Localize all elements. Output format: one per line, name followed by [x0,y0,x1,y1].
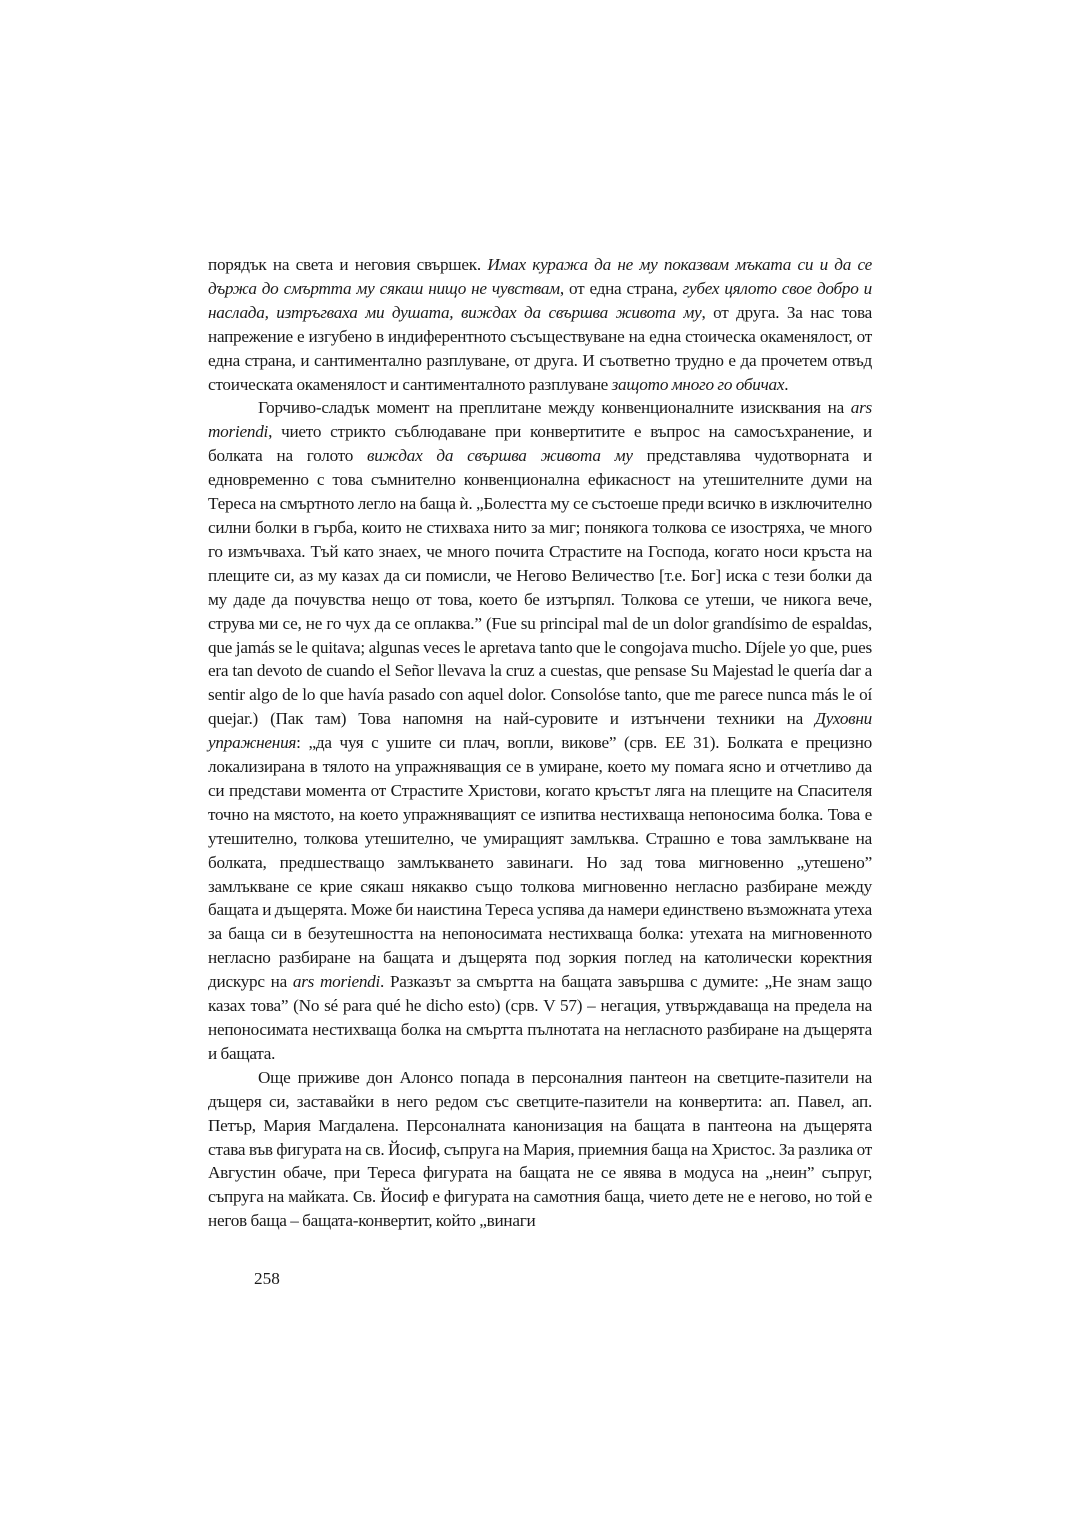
page-number: 258 [254,1269,280,1288]
body-text [208,253,872,1233]
paragraph-1: порядък на света и неговия свършек. Имах куража да не му показвам мъката си и да се държа до смъртта му сякаш нищо не чувствам, от една страна, губех цялото свое добро и наслада, изтръгваха ми душата, виждах да свършва живота му, от друга. За нас това напрежение е изгубено в индиферентното съсъществуване на една стоическа окаменялост, от една страна, и сантиментално разплуване, от друга. И съответно трудно е да прочетем отвъд стоическата окаменялост и сантименталното разплуване защото много го обичах. [208,255,873,394]
paragraph-3: Още приживе дон Алонсо попада в персоналния пантеон на светците-пазители на дъщеря си, заставайки в него редом със светците-пазители на конвертита: ап. Павел, ап. Петър, Мария Магдалена. Персоналната канонизация на бащата в пантеона на дъщерята става във фигурата на св. Йосиф, съпруга на Мария, приемния баща на Христос. За разлика от Августин обаче, при Тереса фигурата на бащата не се явява в модуса на „неин” съпруг, съпруга на майката. Св. Йосиф е фигурата на самотния баща, чието дете не е негово, но той е негов баща – бащата-конвертит, който „винаги [208,1067,872,1231]
paragraph-2: Горчиво-сладък момент на преплитане между конвенционалните изисквания на ars moriendi, чието стрикто съблюдаване при конвертитите е въпрос на самосъхранение, и болката на голото виждах да свършва живота му представлява чудотворната и едновременно с това съмнително конвенционална ефикасност на утешителните думи на Тереса на смъртното легло на баща ѝ. „Болестта му се състоеше преди всичко в изключително силни болки в гърба, които не стихваха нито за миг; понякога толкова се изостряха, че много го измъчваха. Тъй като знаех, че много почита Страстите на Господа, когато носи кръста на плещите си, аз му казах да си помисли, че Негово Величество [т.е. Бог] иска с тези болки да му даде да почувства нещо от това, което бе изтърпял. Толкова се утеши, че никога вече, струва ми се, не го чух да се оплаква.” (Fue su principal mal de un dolor grandísimo de espaldas, que jamás se le quitava; algunas veces le apretava tanto que le congojava mucho. Díjele yo que, pues era tan devoto de cuando el Señor llevava la cruz a cuestas, que pensase Su Majestad le quería dar a sentir algo de lo que havía pasado con aquel dolor. Consolóse tanto, que me parece nunca más le oí quejar.) (Пак там) Това напомня на най-суровите и изтънчени техники на Духовни упражнения: „да чуя с ушите си плач, вопли, викове” (срв. ЕЕ 31). Болката е прецизно локализирана в тялото на упражняващия се в умиране, което му помага ясно и отчетливо да си представи момента от Страстите Христови, когато кръстът ляга на плещите на Спасителя точно на мястото, на което упражняващият се изпитва нестихваща непоносима болка. Това е утешително, толкова утешително, че умиращият замлъква. Страшно е това замлъкване на болката, предшестващо замлъкването завинаги. Но зад това мигновенно „утешено” замлъкване се крие сякаш някакво също толкова мигновенно негласно разбиране между бащата и дъщерята. Може би наистина Тереса успява да намери единствено възможната утеха за баща си в безутешността на непоносимата нестихваща болка: утехата на мигновенното негласно разбиране на бащата и дъщерята под зоркия поглед на католически коректния дискурс на ars moriendi. Разказът за смъртта на бащата завършва с думите: „Не знам защо казах това” (No sé para qué he dicho esto) (срв. V 57) – негация, утвърждаваща на предела на непоносимата нестихваща болка на смъртта пълнотата на негласното разбиране на дъщерята и бащата. [208,398,872,1063]
